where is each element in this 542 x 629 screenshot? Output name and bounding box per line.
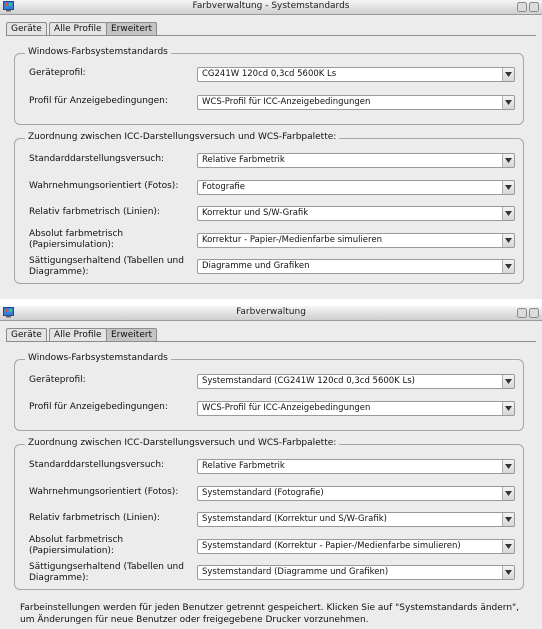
tab-alle-profile[interactable]: Alle Profile [49,328,107,341]
device-profile-value: CG241W 120cd 0,3cd 5600K Ls [202,69,337,79]
viewing-conditions-select[interactable] [197,95,515,110]
absolute-colorimetric-value: Systemstandard (Korrektur - Papier-/Medienfarbe simulieren) [202,541,461,551]
perceptual-label: Wahrnehmungsorientiert (Fotos): [29,487,179,497]
chevron-down-icon[interactable] [502,460,514,473]
absolute-colorimetric-label: Absolut farbmetrisch (Papiersimulation): [29,229,124,250]
saturation-value: Systemstandard (Diagramme und Grafiken) [202,567,389,577]
window-title: Farbverwaltung - Systemstandards [192,1,350,11]
chevron-down-icon[interactable] [502,540,514,553]
default-intent-label: Standarddarstellungsversuch: [29,154,165,164]
saturation-label: Sättigungserhaltend (Tabellen und Diagramme): [29,562,184,583]
tab-erweitert[interactable]: Erweitert [106,22,157,35]
tab-divider [6,35,536,36]
windows-defaults-group [14,47,524,125]
device-profile-label: Geräteprofil: [29,375,86,385]
relative-colorimetric-select[interactable] [197,512,515,527]
chevron-down-icon[interactable] [502,402,514,415]
device-profile-select[interactable] [197,67,515,82]
window-title: Farbverwaltung [236,307,306,317]
saturation-value: Diagramme und Grafiken [202,261,310,271]
group-legend: Zuordnung zwischen ICC-Darstellungsversuch und WCS-Farbpalette: [25,132,339,142]
chevron-down-icon[interactable] [502,181,514,194]
window-titlebar[interactable] [0,306,542,321]
saturation-label: Sättigungserhaltend (Tabellen und Diagramme): [29,256,184,277]
per-user-settings-note: Farbeinstellungen werden für jeden Benutzer getrennt gespeichert. Klicken Sie auf "Systemstandards ändern", um Änderungen für neue Benutzer oder freigegebene Drucker vorzunehmen. [20,603,520,625]
chevron-down-icon[interactable] [502,68,514,81]
relative-colorimetric-select[interactable] [197,206,515,221]
farbverwaltung-window [0,306,542,629]
tab-divider [6,341,536,342]
absolute-colorimetric-select[interactable] [197,539,515,554]
viewing-conditions-value: WCS-Profil für ICC-Anzeigebedingungen [202,403,371,413]
icc-wcs-mapping-group [14,132,524,284]
relative-colorimetric-value: Systemstandard (Korrektur und S/W-Grafik) [202,514,387,524]
device-profile-value: Systemstandard (CG241W 120cd 0,3cd 5600K Ls) [202,376,415,386]
chevron-down-icon[interactable] [502,375,514,388]
chevron-down-icon[interactable] [502,566,514,579]
relative-colorimetric-label: Relativ farbmetrisch (Linien): [29,513,160,523]
windows-defaults-group [14,353,524,431]
absolute-colorimetric-label: Absolut farbmetrisch (Papiersimulation): [29,535,124,556]
window-control-icon[interactable] [528,1,539,12]
tab-erweitert[interactable]: Erweitert [106,328,157,341]
systemstandards-window [0,0,542,299]
chevron-down-icon[interactable] [502,260,514,273]
default-intent-value: Relative Farbmetrik [202,461,285,471]
relative-colorimetric-value: Korrektur und S/W-Grafik [202,208,309,218]
group-legend: Zuordnung zwischen ICC-Darstellungsversuch und WCS-Farbpalette: [25,438,339,448]
group-legend: Windows-Farbsystemstandards [25,47,171,57]
viewing-conditions-value: WCS-Profil für ICC-Anzeigebedingungen [202,97,371,107]
chevron-down-icon[interactable] [502,207,514,220]
chevron-down-icon[interactable] [502,96,514,109]
perceptual-value: Systemstandard (Fotografie) [202,488,324,498]
chevron-down-icon[interactable] [502,487,514,500]
absolute-colorimetric-select[interactable] [197,233,515,248]
viewing-conditions-label: Profil für Anzeigebedingungen: [29,402,168,412]
tab-alle-profile[interactable]: Alle Profile [49,22,107,35]
saturation-select[interactable] [197,259,515,274]
perceptual-select[interactable] [197,486,515,501]
saturation-select[interactable] [197,565,515,580]
window-control-icon[interactable] [516,1,527,12]
group-legend: Windows-Farbsystemstandards [25,353,171,363]
chevron-down-icon[interactable] [502,234,514,247]
tab-geraete[interactable]: Geräte [6,328,47,341]
device-profile-select[interactable] [197,374,515,389]
perceptual-label: Wahrnehmungsorientiert (Fotos): [29,181,179,191]
window-titlebar[interactable] [0,0,542,15]
default-intent-label: Standarddarstellungsversuch: [29,460,165,470]
window-control-icon[interactable] [516,307,527,318]
viewing-conditions-label: Profil für Anzeigebedingungen: [29,96,168,106]
perceptual-value: Fotografie [202,182,246,192]
chevron-down-icon[interactable] [502,154,514,167]
default-intent-select[interactable] [197,153,515,168]
chevron-down-icon[interactable] [502,513,514,526]
default-intent-select[interactable] [197,459,515,474]
perceptual-select[interactable] [197,180,515,195]
device-profile-label: Geräteprofil: [29,68,86,78]
default-intent-value: Relative Farbmetrik [202,155,285,165]
icc-wcs-mapping-group [14,438,524,590]
viewing-conditions-select[interactable] [197,401,515,416]
window-control-icon[interactable] [528,307,539,318]
absolute-colorimetric-value: Korrektur - Papier-/Medienfarbe simulieren [202,235,382,245]
relative-colorimetric-label: Relativ farbmetrisch (Linien): [29,207,160,217]
tab-geraete[interactable]: Geräte [6,22,47,35]
